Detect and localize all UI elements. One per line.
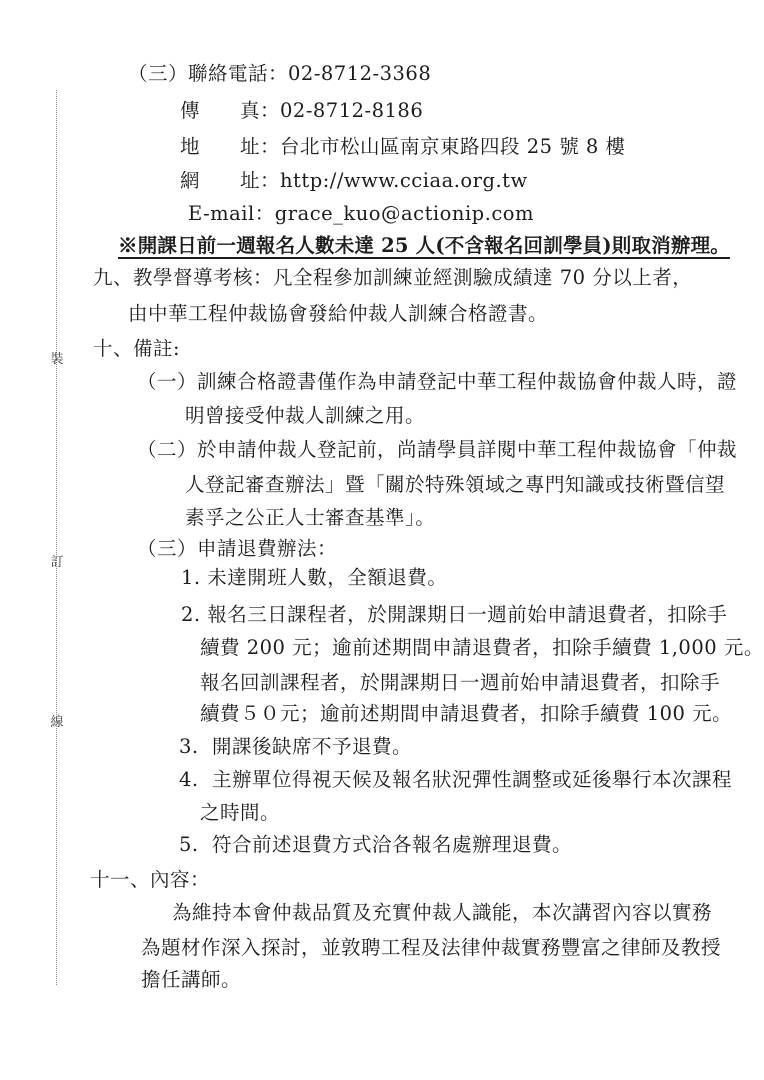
binding-label-zhuang: 裝 bbox=[50, 352, 64, 367]
refund-item2-line1: 2. 報名三日課程者，於開課期日一週前始申請退費者，扣除手 bbox=[181, 603, 728, 626]
refund-item2-line3: 報名回訓課程者，於開課期日一週前始申請退費者，扣除手 bbox=[200, 671, 721, 694]
refund-item2-line4: 續費５０元；逾前述期間申請退費者，扣除手續費 100 元。 bbox=[200, 702, 733, 725]
note1-line1: （一）訓練合格證書僅作為申請登記中華工程仲裁協會仲裁人時，證 bbox=[137, 370, 738, 393]
section9-line1: 九、教學督導考核：凡全程參加訓練並經測驗成績達 70 分以上者， bbox=[93, 266, 693, 289]
refund-item3: 3. 開課後缺席不予退費。 bbox=[179, 735, 413, 758]
section11-body-line2: 為題材作深入探討，並敦聘工程及法律仲裁實務豐富之律師及教授 bbox=[141, 936, 722, 959]
note1-line2: 明曾接受仲裁人訓練之用。 bbox=[185, 404, 426, 427]
contact-phone-line: （三）聯絡電話：02-8712-3368 bbox=[128, 62, 432, 85]
contact-address-line: 地 址：台北市松山區南京東路四段 25 號 8 樓 bbox=[180, 135, 626, 158]
note2-line2: 人登記審查辦法」暨「關於特殊領域之專門知識或技術暨信望 bbox=[185, 473, 726, 496]
section11-body-line1: 為維持本會仲裁品質及充實仲裁人識能，本次講習內容以實務 bbox=[172, 901, 713, 924]
binding-label-xian: 線 bbox=[50, 715, 64, 730]
section10-heading: 十、備註: bbox=[93, 337, 181, 360]
contact-website-line: 網 址：http://www.cciaa.org.tw bbox=[180, 169, 528, 192]
binding-label-ding: 訂 bbox=[50, 555, 64, 570]
binding-dotted-line bbox=[56, 90, 57, 985]
contact-fax-line: 傳 真：02-8712-8186 bbox=[180, 99, 424, 122]
section11-heading: 十一、內容： bbox=[90, 868, 211, 891]
refund-item1: 1. 未達開班人數，全額退費。 bbox=[181, 566, 448, 589]
refund-item2-line2: 續費 200 元；逾前述期間申請退費者，扣除手續費 1,000 元。 bbox=[200, 636, 764, 659]
section11-body-line3: 擔任講師。 bbox=[141, 968, 242, 991]
refund-item4-line2: 之時間。 bbox=[200, 801, 281, 824]
cancellation-notice: ※開課日前一週報名人數未達 25 人(不含報名回訓學員)則取消辦理。 bbox=[118, 234, 730, 257]
refund-item4-line1: 4. 主辦單位得視天候及報名狀況彈性調整或延後舉行本次課程 bbox=[179, 768, 733, 791]
note3-heading: （三）申請退費辦法： bbox=[137, 537, 338, 560]
note2-line3: 素孚之公正人士審查基準」。 bbox=[185, 506, 436, 529]
contact-email-line: E-mail：grace_kuo@actionip.com bbox=[188, 202, 535, 225]
note2-line1: （二）於申請仲裁人登記前，尚請學員詳閱中華工程仲裁協會「仲裁 bbox=[137, 438, 738, 461]
refund-item5: 5. 符合前述退費方式洽各報名處辦理退費。 bbox=[179, 833, 573, 856]
section9-line2: 由中華工程仲裁協會發給仲裁人訓練合格證書。 bbox=[128, 302, 549, 325]
